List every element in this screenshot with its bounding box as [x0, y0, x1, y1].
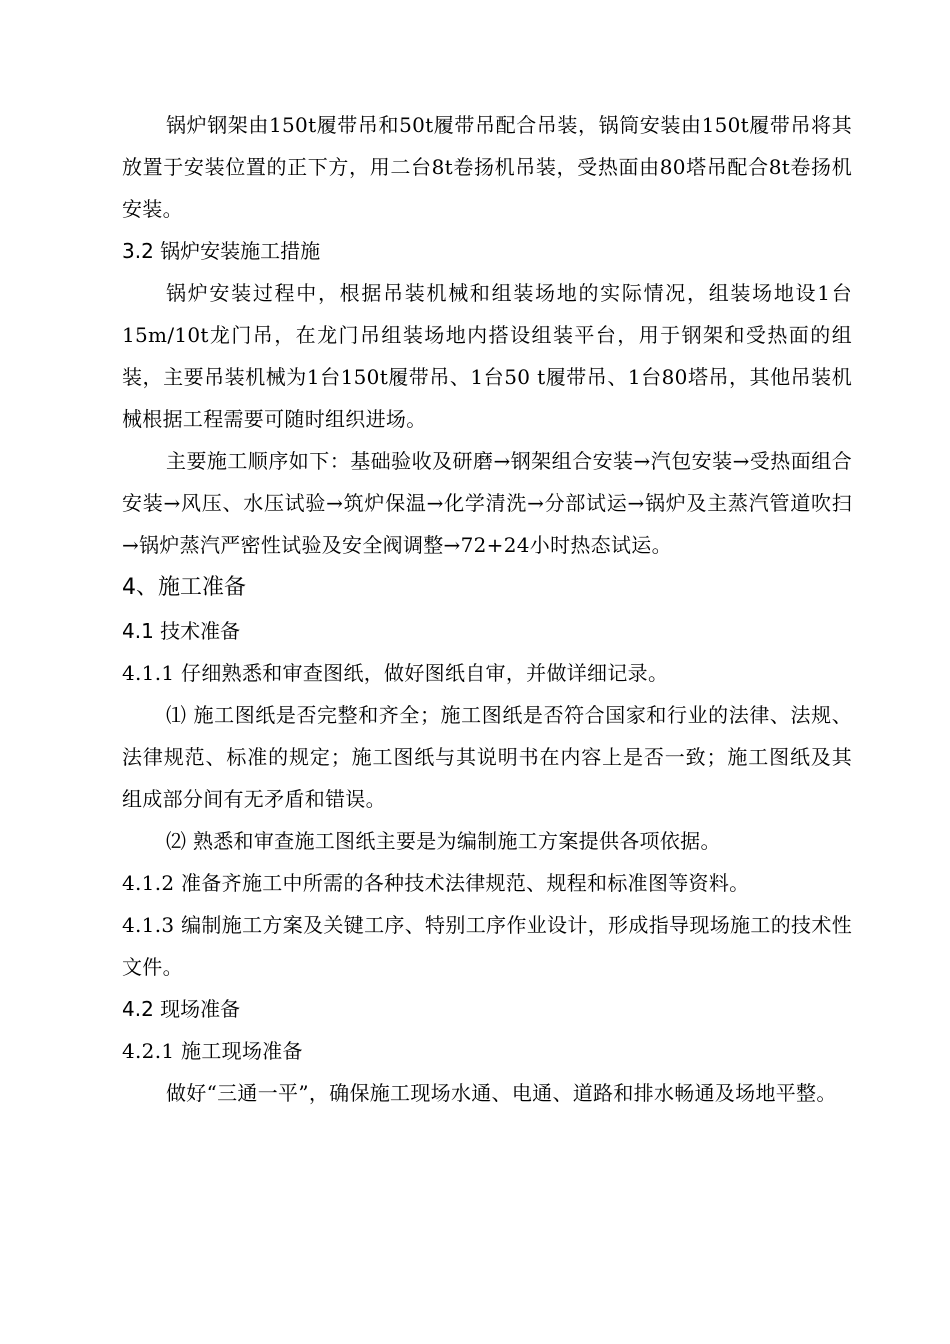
item-4-1-1: 4.1.1 仔细熟悉和审查图纸，做好图纸自审，并做详细记录。	[122, 661, 669, 685]
heading-4-2: 4.2 现场准备	[122, 997, 241, 1021]
item-4-1-3: 4.1.3 编制施工方案及关键工序、特别工序作业设计，形成指导现场施工的技术性文件。	[122, 913, 852, 979]
item-4-1-2: 4.1.2 准备齐施工中所需的各种技术法律规范、规程和标准图等资料。	[122, 871, 750, 895]
heading-4: 4、施工准备	[122, 575, 246, 600]
item-4-2-1: 4.2.1 施工现场准备	[122, 1039, 303, 1063]
paragraph-construction-sequence: 主要施工顺序如下：基础验收及研磨→钢架组合安装→汽包安装→受热面组合安装→风压、水压试验→筑炉保温→化学清洗→分部试运→锅炉及主蒸汽管道吹扫→锅炉蒸汽严密性试验及安全阀调整→72+24小时热态试运。	[122, 449, 852, 557]
document-page	[122, 104, 852, 1114]
sub-item-1: ⑴ 施工图纸是否完整和齐全；施工图纸是否符合国家和行业的法律、法规、法律规范、标准的规定；施工图纸与其说明书在内容上是否一致；施工图纸及其组成部分间有无矛盾和错误。	[122, 703, 852, 811]
paragraph-site-preparation: 做好“三通一平”，确保施工现场水通、电通、道路和排水畅通及场地平整。	[166, 1081, 837, 1105]
paragraph-installation-process: 锅炉安装过程中，根据吊装机械和组装场地的实际情况，组装场地设1台15m/10t龙门吊，在龙门吊组装场地内搭设组装平台，用于钢架和受热面的组装，主要吊装机械为1台150t履带吊、1台50 t履带吊、1台80塔吊，其他吊装机械根据工程需要可随时组织进场。	[122, 281, 852, 431]
heading-4-1: 4.1 技术准备	[122, 619, 241, 643]
sub-item-2: ⑵ 熟悉和审查施工图纸主要是为编制施工方案提供各项依据。	[166, 829, 721, 853]
heading-3-2: 3.2 锅炉安装施工措施	[122, 239, 321, 263]
paragraph-boiler-lifting: 锅炉钢架由150t履带吊和50t履带吊配合吊装，锅筒安装由150t履带吊将其放置于安装位置的正下方，用二台8t卷扬机吊装，受热面由80塔吊配合8t卷扬机安装。	[122, 113, 852, 221]
